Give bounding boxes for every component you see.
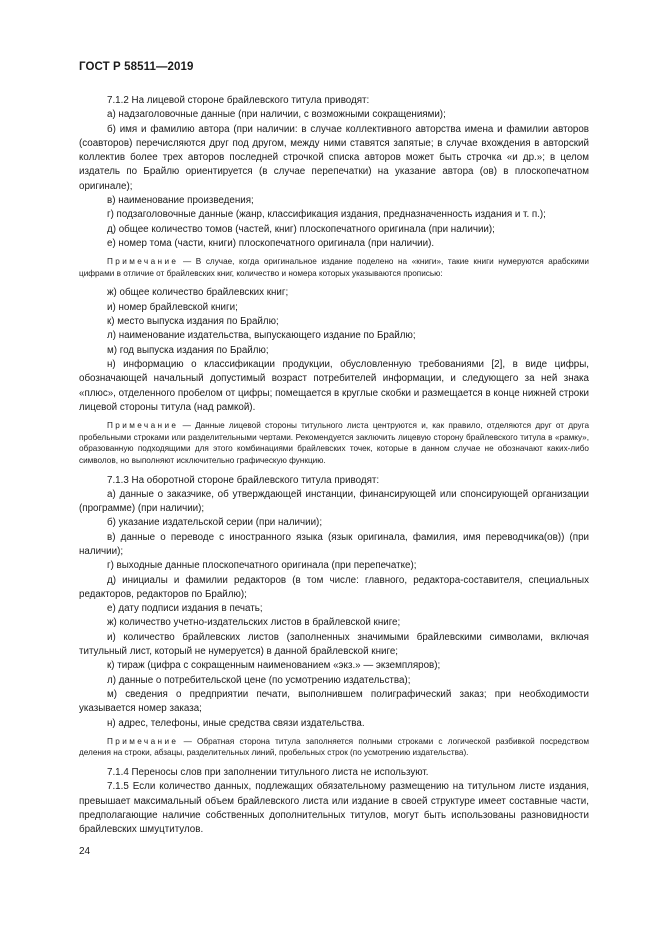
list-item: в) наименование произведения; (107, 195, 254, 207)
note (79, 736, 589, 759)
list-item: б) указание издательской серии (при наличии); (107, 517, 323, 529)
list-item: а) надзаголовочные данные (при наличии, с возможными сокращениями); (107, 109, 446, 121)
list-item: в) данные о переводе с иностранного языка (язык оригинала, фамилия, имя переводчика(ов)) (при наличии); (79, 531, 589, 557)
note-label: Примечание (107, 421, 179, 431)
list-item: м) год выпуска издания по Брайлю; (107, 344, 269, 356)
list-item: ж) количество учетно-издательских листов в брайлевской книге; (107, 617, 401, 629)
list-item: д) общее количество томов (частей, книг) плоскопечатного оригинала (при наличии); (107, 223, 495, 235)
list-item: е) дату подписи издания в печать; (107, 603, 263, 615)
note-label: Примечание (107, 736, 179, 746)
standard-code-header: ГОСТ Р 58511—2019 (79, 61, 194, 73)
list-item: н) адрес, телефоны, иные средства связи издательства. (107, 717, 365, 729)
list-item: л) наименование издательства, выпускающего издание по Брайлю; (107, 330, 416, 342)
list-item: к) тираж (цифра с сокращенным наименованием «экз.» — экземпляров); (107, 660, 441, 672)
list-item: д) инициалы и фамилии редакторов (в том числе: главного, редактора-составителя, специальных редакторов, редакторов по Брайлю); (79, 574, 589, 600)
list-item: и) количество брайлевских листов (заполненных значимыми брайлевскими символами, включая титульный лист, который не нумеруется) в данной брайлевской книге; (79, 631, 589, 658)
list-item: б) имя и фамилию автора (при наличии: в случае коллективного авторства имена и фамилии авторов (соавторов) перечисляются друг под другом, между ними ставятся запятые; в случае вхождения в авторский коллектив более трех авторов последней строчкой списка авторов может быть строчка «и др.»; в целом издатель по Брайлю ориентируется (в случае перепечатки) на указание автора (ов) в плоскопечатном оригинале); (79, 123, 589, 192)
section-7-1-4: 7.1.4 Переносы слов при заполнении титульного листа не используют. (107, 767, 429, 779)
list-item: г) подзаголовочные данные (жанр, классификация издания, предназначенность издания и т. п.); (107, 209, 546, 221)
note-text: — Обратная сторона титула заполняется полными строками с логической разбивкой посредством деления на строки, абзацы, разделительных линий, пробельных строк (по усмотрению издательства). (79, 736, 589, 758)
list-item: и) номер брайлевской книги; (107, 301, 238, 313)
note-text: — В случае, когда оригинальное издание поделено на «книги», такие книги нумеруются арабскими цифрами в отличие от брайлевских книг, количество и номера которых указываются прописью: (79, 257, 589, 278)
list-item: н) информацию о классификации продукции, обусловленную требованиями [2], в виде цифры, обозначающей начальный допустимый возраст потребителей информации, и следующего за ней знака «плюс», отделенного пробелом от цифры; помещается в круглые скобки и размещается в конце нижней строки лицевой стороны титула (над рамкой). (79, 358, 589, 413)
list-item: л) данные о потребительской цене (по усмотрению издательства); (107, 674, 411, 686)
list-item: а) данные о заказчике, об утверждающей инстанции, финансирующей или спонсирующей организации (программе) (при наличии); (79, 488, 589, 515)
list-item: г) выходные данные плоскопечатного оригинала (при перепечатке); (107, 560, 417, 572)
section-7-1-2-intro: 7.1.2 На лицевой стороне брайлевского титула приводят: (107, 95, 370, 106)
section-7-1-5: 7.1.5 Если количество данных, подлежащих обязательному размещению на титульном листе издания, превышает максимальный объем брайлевского листа или издание в своей структуре имеет составные части, предполагающие наличие собственных дополнительных титулов, могут быть использованы разновидности брайлевских шмуцтитулов. (79, 781, 589, 836)
list-item: м) сведения о предприятии печати, выполнившем полиграфический заказ; при необходимости указывается номер заказа; (79, 688, 589, 715)
list-item: е) номер тома (части, книги) плоскопечатного оригинала (при наличии). (107, 237, 435, 249)
list-item: к) место выпуска издания по Брайлю; (107, 316, 279, 328)
list-item: ж) общее количество брайлевских книг; (107, 287, 289, 299)
note-text: — Данные лицевой стороны титульного листа центруются и, как правило, отделяются друг от друга пробельными строками или разделительными чертами. Рекомендуется заключить лицевую сторону брайлевского титула в «рамку», образованную подходящими для этого комбинациями брайлевских точек, которые в данном случае не обозначают каких-либо символов, но выполняют исключительно графическую функцию. (79, 421, 589, 465)
document-body (79, 94, 589, 838)
page-number: 24 (79, 846, 91, 857)
note-label: Примечание (107, 257, 179, 267)
note (79, 256, 589, 279)
note (79, 420, 589, 466)
section-7-1-3-intro: 7.1.3 На оборотной стороне брайлевского титула приводят: (107, 474, 380, 486)
